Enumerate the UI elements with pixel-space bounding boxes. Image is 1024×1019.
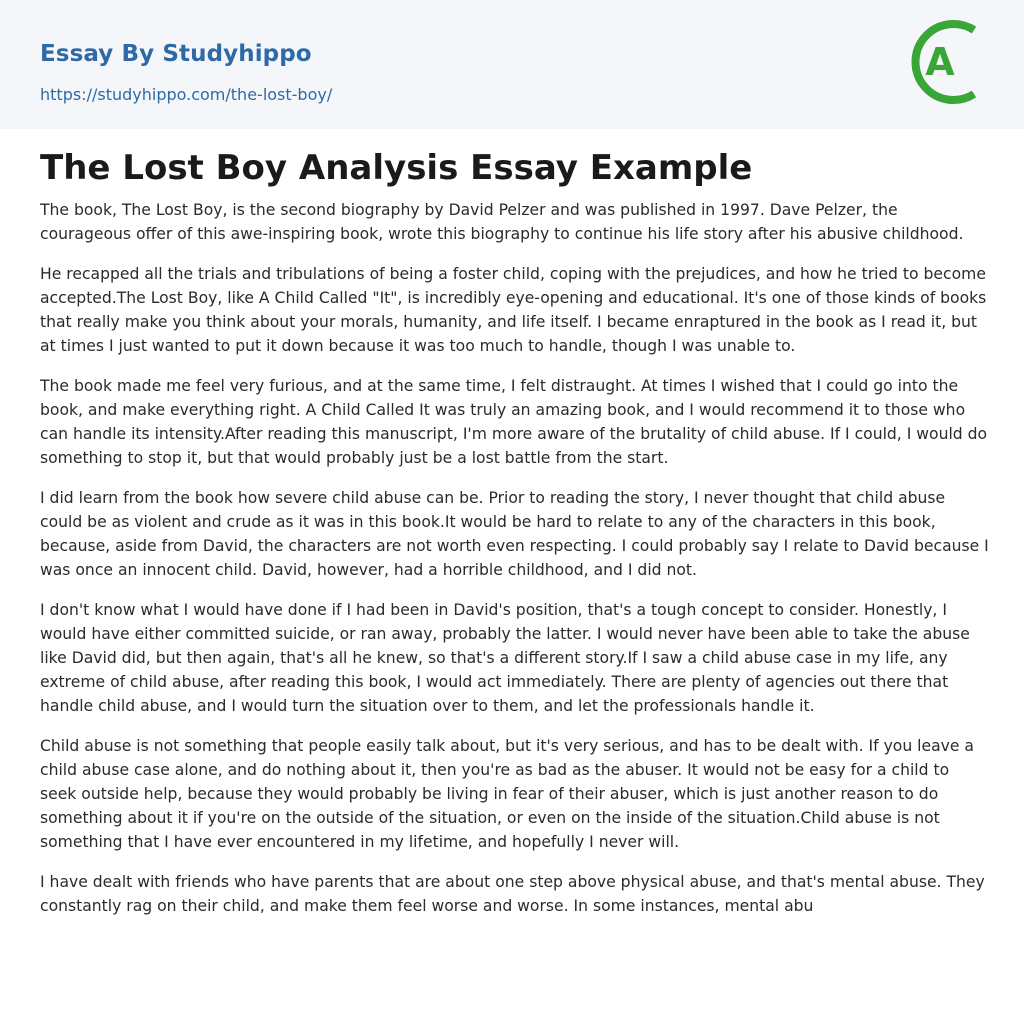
essay-paragraph: The book made me feel very furious, and at the same time, I felt distraught. At times I wished that I could go into the book, and make everything right. A Child Called It was truly an amazing book, and I would recommend it to those who can handle its intensity.After reading this manuscript, I'm more aware of the brutality of child abuse. If I could, I would do something to stop it, but that would probably just be a lost battle from the start. (40, 377, 988, 467)
page-url[interactable]: https://studyhippo.com/the-lost-boy/ (40, 85, 333, 104)
essay-paragraph: He recapped all the trials and tribulations of being a foster child, coping with the prejudices, and how he tried to become accepted.The Lost Boy, like A Child Called "It", is incredibly eye-opening and educational. It's one of those kinds of books that really make you think about your morals, humanity, and life itself. I became enraptured in the book as I read it, but at times I just wanted to put it down because it was too much to handle, though I was unable to. (40, 265, 987, 355)
logo-letter: A (925, 40, 955, 84)
essay-paragraph: I don't know what I would have done if I had been in David's position, that's a tough concept to consider. Honestly, I would have either committed suicide, or ran away, probably the latter. I would never have been able to take the abuse like David did, but then again, that's all he knew, so that's a different story.If I saw a child abuse case in my life, any extreme of child abuse, after reading this book, I would act immediately. There are plenty of agencies out there that handle child abuse, and I would turn the situation over to them, and let the professionals handle it. (40, 601, 970, 715)
article-title: The Lost Boy Analysis Essay Example (40, 148, 753, 188)
essay-paragraph: Child abuse is not something that people easily talk about, but it's very serious, and has to be dealt with. If you leave a child abuse case alone, and do nothing about it, then you're as bad as the abuser. It would not be easy for a child to seek outside help, because they would probably be living in fear of their abuser, which is just another reason to do something about it if you're on the outside of the situation, or even on the inside of the situation.Child abuse is not something that I have ever encountered in my lifetime, and hopefully I never will. (40, 737, 974, 851)
site-header (0, 0, 1024, 129)
site-brand[interactable]: Essay By Studyhippo (40, 41, 312, 67)
studyhippo-logo-icon[interactable] (910, 18, 990, 106)
essay-paragraph: I have dealt with friends who have parents that are about one step above physical abuse, and that's mental abuse. They constantly rag on their child, and make them feel worse and worse. In some instances, mental abu (40, 873, 985, 915)
essay-paragraph: The book, The Lost Boy, is the second biography by David Pelzer and was published in 1997. Dave Pelzer, the courageous offer of this awe-inspiring book, wrote this biography to continue his life story after his abusive childhood. (40, 201, 964, 243)
article (40, 144, 990, 934)
essay-body (40, 198, 990, 918)
essay-paragraph: I did learn from the book how severe child abuse can be. Prior to reading the story, I never thought that child abuse could be as violent and crude as it was in this book.It would be hard to relate to any of the characters in this book, because, aside from David, the characters are not worth even respecting. I could probably say I relate to David because I was once an innocent child. David, however, had a horrible childhood, and I did not. (40, 489, 989, 579)
